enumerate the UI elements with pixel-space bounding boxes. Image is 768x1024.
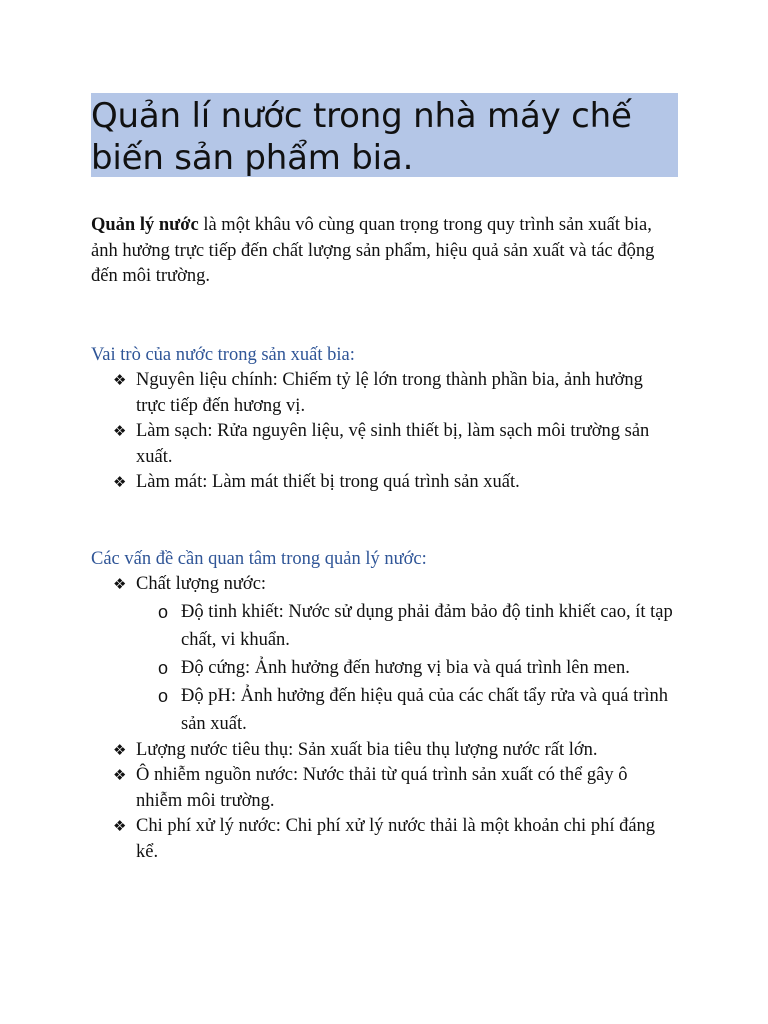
list-item xyxy=(91,738,676,764)
diamond-bullet-icon: ❖ xyxy=(113,817,127,835)
sublist-item-text: Độ pH: Ảnh hưởng đến hiệu quả của các chất tẩy rửa và quá trình sản xuất. xyxy=(181,685,669,734)
list-item xyxy=(91,572,676,738)
diamond-bullet-icon: ❖ xyxy=(113,422,127,440)
sublist-item xyxy=(136,598,676,654)
document-title: Quản lí nước trong nhà máy chế biến sản phẩm bia. xyxy=(91,93,678,177)
list-item xyxy=(91,814,676,865)
diamond-bullet-icon: ❖ xyxy=(113,766,127,784)
sublist-item xyxy=(136,682,676,738)
diamond-bullet-icon: ❖ xyxy=(113,740,127,759)
list-item xyxy=(91,470,676,496)
sublist-item-text: Độ tinh khiết: Nước sử dụng phải đảm bảo độ tinh khiết cao, ít tạp chất, vi khuẩn. xyxy=(181,601,673,650)
circle-bullet-icon: o xyxy=(158,601,169,622)
list-item-text: Làm sạch: Rửa nguyên liệu, vệ sinh thiết bị, làm sạch môi trường sản xuất. xyxy=(136,421,650,467)
list-item-text: Nguyên liệu chính: Chiếm tỷ lệ lớn trong thành phần bia, ảnh hưởng trực tiếp đến hương vị. xyxy=(136,370,643,416)
section-heading-roles: Vai trò của nước trong sản xuất bia: xyxy=(91,345,355,365)
list-item-text: Chất lượng nước: xyxy=(136,574,267,594)
list-item-text: Ô nhiễm nguồn nước: Nước thải từ quá trình sản xuất có thể gây ô nhiễm môi trường. xyxy=(136,765,628,811)
section-heading-issues: Các vấn đề cần quan tâm trong quản lý nước: xyxy=(91,549,427,569)
diamond-bullet-icon: ❖ xyxy=(113,575,127,593)
roles-list xyxy=(91,368,676,496)
intro-text: là một khâu vô cùng quan trọng trong quy trình sản xuất bia, ảnh hưởng trực tiếp đến chất lượng sản phẩm, hiệu quả sản xuất và tác động đến môi trường. xyxy=(91,215,655,286)
diamond-bullet-icon: ❖ xyxy=(113,371,127,389)
sublist-item xyxy=(136,654,676,682)
diamond-bullet-icon: ❖ xyxy=(113,473,127,491)
circle-bullet-icon: o xyxy=(158,657,169,678)
list-item xyxy=(91,368,676,419)
sublist-item-text: Độ cứng: Ảnh hưởng đến hương vị bia và quá trình lên men. xyxy=(181,657,630,678)
list-item-text: Chi phí xử lý nước: Chi phí xử lý nước thải là một khoản chi phí đáng kể. xyxy=(136,816,656,862)
list-item-text: Lượng nước tiêu thụ: Sản xuất bia tiêu thụ lượng nước rất lớn. xyxy=(136,739,598,760)
list-item-text: Làm mát: Làm mát thiết bị trong quá trình sản xuất. xyxy=(136,472,520,492)
water-quality-sublist xyxy=(136,598,676,738)
list-item xyxy=(91,763,676,814)
list-item xyxy=(91,419,676,470)
intro-paragraph xyxy=(91,213,676,290)
issues-list xyxy=(91,572,676,865)
circle-bullet-icon: o xyxy=(158,685,169,706)
intro-bold-lead: Quản lý nước xyxy=(91,215,199,235)
